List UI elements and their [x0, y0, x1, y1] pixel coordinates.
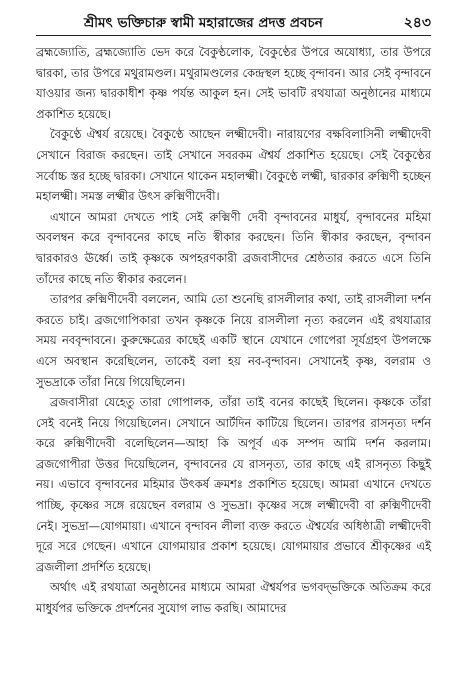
- paragraph: ব্রজবাসীরা যেহেতু তারা গোপালক, তাঁরা তাই বনের কাছেই ছিলেন। কৃষ্ণকে তাঁরা সেই বনেই নিয়ে গিয়েছিলেন। সেখানে আর্টদিন কাটিয়ে ছিলেন। তারপর রাসনৃত্য দর্শন করে রুক্মিণীদেবী বলেছিলেন—আহা কি অপূর্ব এক সম্পদ আমি দর্শন করলাম। ব্রজগোপীরা উত্তর দিয়েছিলেন, বৃন্দাবনের যে রাসনৃত্য, তার কাছে এই রাসনৃত্য কিছুই নয়। এভাবে বৃন্দাবনের মহিমার উৎকর্ষ ক্রমশঃ প্রকাশিত হয়েছে। আমরা এখানে দেখতে পাচ্ছি, কৃষ্ণের সঙ্গে রয়েছেন বলরাম ও সুভদ্রা। কৃষ্ণের সঙ্গে লক্ষ্মীদেবী বা রুক্মিণীদেবী নেই। সুভদ্রা—যোগমায়া। এখানে বৃন্দাবন লীলা ব্যক্ত করতে ঐশ্বর্যের অধিষ্ঠাত্রী লক্ষ্মীদেবী দূরে সরে গেছেন। এখানে যোগমায়ার প্রকাশ হয়েছে। যোগমায়ার প্রভাবে শ্রীকৃষ্ণের এই ব্রজলীলা প্রদর্শিত হয়েছে।: [36, 395, 431, 574]
- running-title: শ্রীমৎ ভক্তিচারু স্বামী মহারাজের প্রদত্ত প্রবচন: [84, 15, 323, 31]
- header-divider: [36, 35, 431, 36]
- paragraph: এখানে আমরা দেখতে পাই সেই রুক্মিণী দেবী বৃন্দাবনের মাধুর্য, বৃন্দাবনের মহিমা অবলম্বন করে বৃন্দাবনের কাছে নতি স্বীকার করছেন। তিনি স্বীকার করছেন, বৃন্দাবন দ্বারকারও ঊর্ধ্বে। তাই কৃষ্ণকে অপহরণকারী ব্রজবাসীদের শ্রেষ্ঠতার করতে এসে তিনি তাঁদের কাছে নতি স্বীকার করলেন।: [36, 209, 431, 286]
- body-text: [36, 42, 431, 619]
- paragraph: বৈকুণ্ঠে ঐশ্বর্য রয়েছে। বৈকুণ্ঠে আছেন লক্ষ্মীদেবী। নারায়ণের বক্ষবিলাসিনী লক্ষ্মীদেবী সেখানে বিরাজ করছেন। তাই সেখানে সবরকম ঐশ্বর্য প্রকাশিত হয়েছে। সেই বৈকুণ্ঠের সর্বোচ্চ স্তর হচ্ছে দ্বারকা। সেখানে থাকেন মহালক্ষ্মী। বৈকুণ্ঠে লক্ষ্মী, দ্বারকার রুক্মিণী হচ্ছেন মহালক্ষ্মী। সমস্ত লক্ষ্মীর উৎস রুক্মিণীদেবী।: [36, 127, 431, 204]
- book-page: [36, 12, 431, 682]
- paragraph: অর্থাৎ এই রথযাত্রা অনুষ্ঠানের মাধ্যমে আমরা ঐশ্বর্যপর ভগবদ্‌ভক্তিকে অতিক্রম করে মাধুর্যপর ভক্তিকে প্রদর্শনের সুযোগ লাভ করছি। আমাদের: [36, 580, 431, 616]
- page-number: ২৪৩: [403, 15, 431, 31]
- paragraph: ব্রহ্মজ্যোতি, ব্রহ্মজ্যোতি ভেদ করে বৈকুণ্ঠলোক, বৈকুণ্ঠের উপরে অযোধ্যা, তার উপরে দ্বারকা, তার উপরে মথুরামণ্ডল। মথুরামণ্ডলের কেন্দ্রস্থল হচ্ছে বৃন্দাবন। আর সেই বৃন্দাবনে যাওয়ার জন্য দ্বারকাধীশ কৃষ্ণ পর্যন্ত আকুল হন। সেই ভাবটি রথযাত্রা অনুষ্ঠানের মাধ্যমে প্রকাশিত হয়েছে।: [36, 45, 431, 121]
- running-header: [36, 12, 431, 34]
- paragraph: তারপর রুক্মিণীদেবী বললেন, আমি তো শুনেছি রাসলীলার কথা, তাই রাসলীলা দর্শন করতে চাই। ব্রজগোপিকারা তখন কৃষ্ণকে নিয়ে রাসলীলা নৃত্য করলেন এই রথযাত্রার সময় নববৃন্দাবনে। কুরুক্ষেত্রের কাছেই একটি স্থানে যেখানে গোপেরা সূর্যগ্রহণ উপলক্ষে এসে অবস্থান করেছিলেন, তাকেই বলা হয় নব-বৃন্দাবন। সেখানেই কৃষ্ণ, বলরাম ও সুভদ্রাকে তাঁরা নিয়ে গিয়েছিলেন।: [36, 292, 431, 389]
